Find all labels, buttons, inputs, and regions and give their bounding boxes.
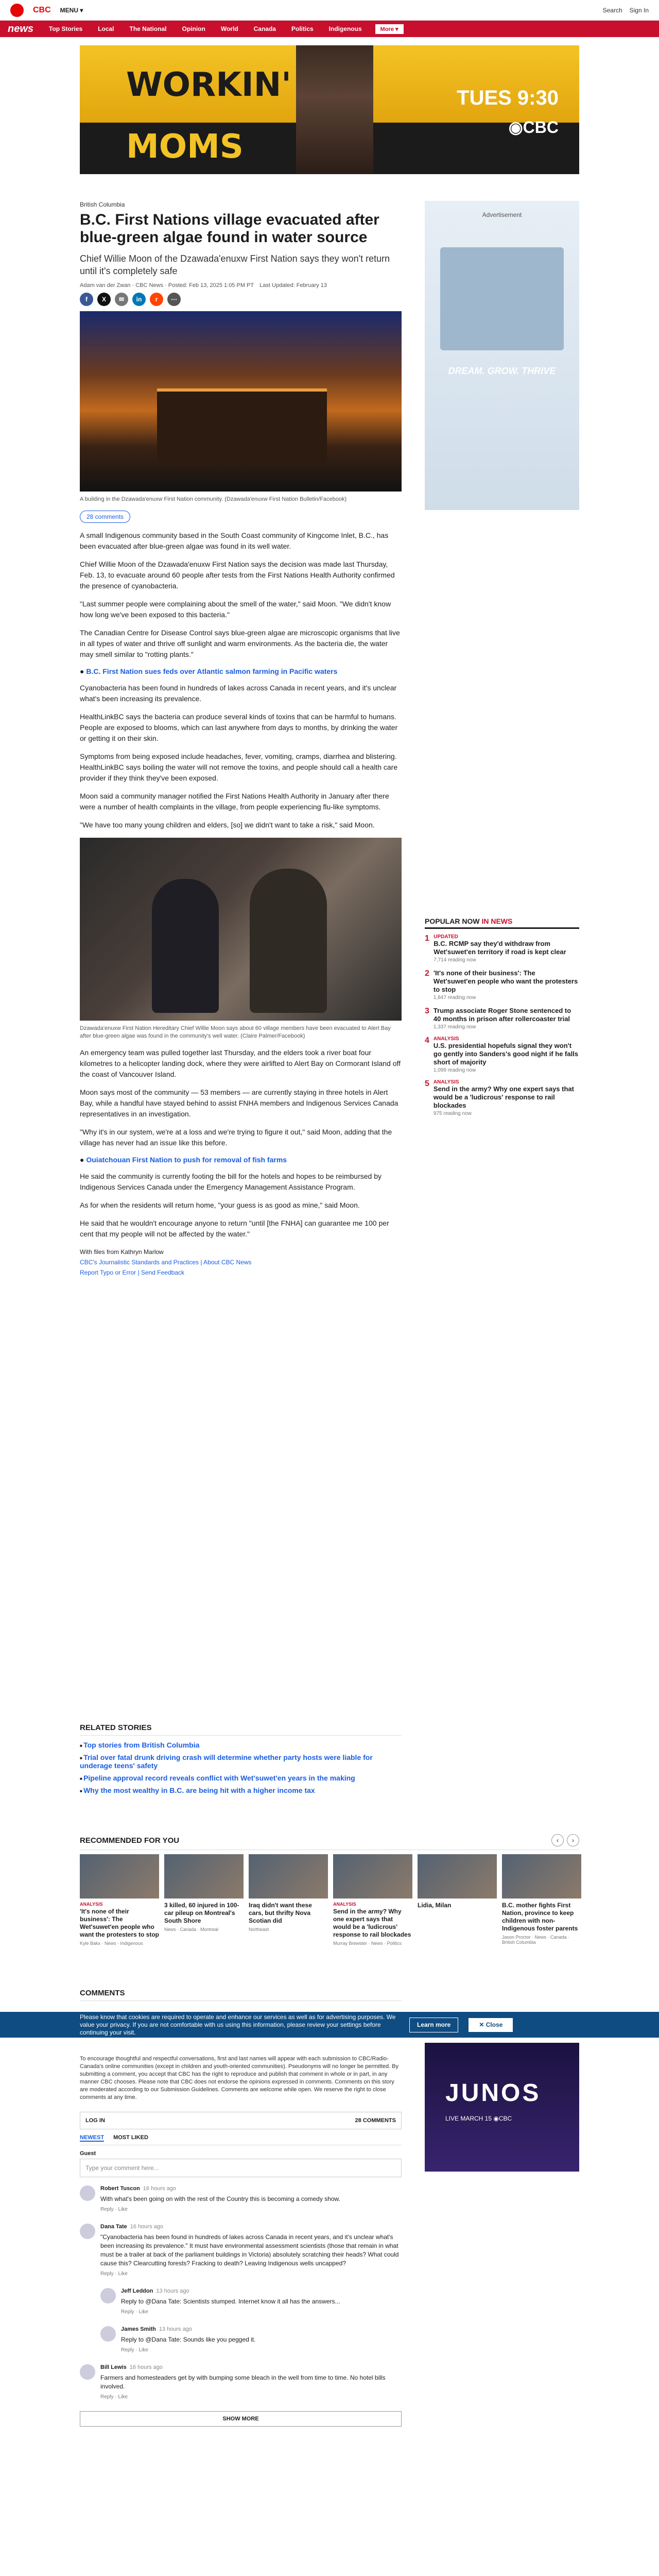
menu-button[interactable]: MENU ▾ (60, 6, 83, 14)
popular-item[interactable]: 3 Trump associate Roger Stone sentenced to 40 months in prison after rollercoaster trial 1,337 reading now (425, 1007, 571, 1030)
paragraph: He said the community is currently footing the bill for the hotels and hopes to be reimbursed by Indigenous Services Canada under the Emergency Management Assistance Program. (80, 1172, 381, 1191)
article-body (80, 530, 402, 1240)
hero-caption: A building in the Dzawada'enuxw First Nation community. (Dzawada'enuxw First Nation Bulletin/Facebook) (80, 496, 347, 502)
ad-network: ◉CBC (508, 118, 559, 137)
prev-arrow-icon[interactable]: ‹ (551, 1834, 564, 1846)
standards-links[interactable]: CBC's Journalistic Standards and Practices | About CBC News (80, 1259, 252, 1266)
reply-link[interactable]: Reply · Like (100, 2271, 128, 2277)
paragraph: "We have too many young children and elders, [so] we didn't want to take a risk," said Moon. (80, 821, 375, 829)
ad-line2: MOMS (126, 128, 244, 166)
ad-line1: WORKIN' (126, 66, 291, 104)
avatar (80, 2185, 95, 2201)
junos-ad[interactable] (425, 2043, 579, 2172)
paragraph: Symptoms from being exposed include headaches, fever, vomiting, cramps, diarrhea and blistering. HealthLinkBC says boiling the water will not remove the toxins, and people should call a health care provider if they think they've been exposed. (80, 752, 398, 782)
paragraph: HealthLinkBC says the bacteria can produce several kinds of toxins that can be harmful to humans. People are exposed to blooms, which can last anywhere from days to months, by drinking the water or getting it on their skin. (80, 713, 398, 742)
show-more-button[interactable]: SHOW MORE (80, 2411, 402, 2427)
popular-item[interactable]: 1 UPDATED B.C. RCMP say they'd withdraw from Wet'suwet'en territory if road is kept clear 7,714 reading now (425, 934, 566, 963)
related-link[interactable]: ■ Why the most wealthy in B.C. are being hit with a higher income tax (80, 1786, 402, 1794)
comment-sort (80, 2134, 402, 2145)
photo-caption: Dzawada'enuxw First Nation Hereditary Chief Willie Moon says about 60 village members have been evacuated to Alert Bay after blue-green algae was found in the community's well water. (Claire Palmer/Facebook) (80, 1025, 391, 1039)
share-bar (80, 293, 402, 306)
byline (80, 282, 402, 289)
card-image (80, 1854, 159, 1899)
cbc-gem-logo-icon[interactable] (10, 4, 24, 17)
reply-link[interactable]: Reply · Like (100, 2207, 128, 2212)
tab-indigenous[interactable]: Indigenous (328, 25, 362, 32)
paragraph: Moon said a community manager notified the First Nations Health Authority in January after there were a number of health complaints in the village, from people experiencing flu-like symptoms. (80, 792, 389, 811)
news-nav (0, 21, 659, 37)
comments-title: COMMENTS (80, 1989, 402, 2001)
x-share-icon[interactable]: X (97, 293, 111, 306)
tab-politics[interactable]: Politics (291, 25, 314, 32)
news-logo[interactable]: news (8, 23, 34, 35)
hero-image (80, 311, 402, 492)
sort-newest[interactable]: NEWEST (80, 2134, 105, 2141)
comments-section (80, 1989, 402, 2427)
top-utility-bar (0, 0, 659, 21)
junos-date: LIVE MARCH 15 ◉CBC (445, 2115, 512, 2122)
card-image (164, 1854, 244, 1899)
related-inline-link[interactable]: ● Ouiatchouan First Nation to push for removal of fish farms (80, 1156, 287, 1164)
comments-button[interactable]: 28 comments (80, 511, 130, 523)
paragraph: An emergency team was pulled together last Thursday, and the elders took a river boat four kilometres to a helicopter landing dock, where they were airlifted to Alert Bay on Cormorant Island off the coast of Vancouver Island. (80, 1048, 401, 1078)
recommended (80, 1834, 579, 1946)
rec-card[interactable]: ANALYSIS 'It's none of their business': The Wet'suwet'en people who want the protesters to stop Kyle Bakx · News · Indigenous (80, 1854, 159, 1946)
rec-card[interactable]: Lidia, Milan (418, 1854, 497, 1946)
avatar (100, 2288, 116, 2303)
login-button[interactable]: LOG IN (85, 2117, 105, 2124)
sidebar (425, 201, 579, 1123)
more-share-icon[interactable]: ⋯ (167, 293, 181, 306)
related-link[interactable]: ■ Pipeline approval record reveals conflict with Wet'suwet'en years in the making (80, 1774, 402, 1782)
more-button[interactable]: More ▾ (375, 24, 404, 34)
photo-person (250, 869, 327, 1013)
comment-input[interactable]: Type your comment here... (80, 2159, 402, 2177)
brand[interactable]: CBC (33, 5, 51, 14)
reply-link[interactable]: Reply · Like (100, 2394, 128, 2400)
card-image (249, 1854, 328, 1899)
rec-card[interactable]: 3 killed, 60 injured in 100-car pileup on Montreal's South Shore News · Canada · Montreal (164, 1854, 244, 1946)
cookie-banner (0, 2012, 659, 2038)
rec-card[interactable]: Iraq didn't want these cars, but thrifty Nova Scotian did Northeast (249, 1854, 328, 1946)
popular-item[interactable]: 5 ANALYSIS Send in the army? Why one expert says that would be a 'ludicrous' response to rail blockades 975 reading now (425, 1079, 574, 1116)
junos-title: JUNOS (445, 2079, 541, 2107)
top-banner-ad[interactable] (80, 45, 579, 174)
close-button[interactable]: ✕ Close (469, 2018, 513, 2032)
popular-item[interactable]: 4 ANALYSIS U.S. presidential hopefuls signal they won't go gently into Sanders's good night if he falls short of majority 1,099 reading now (425, 1036, 579, 1073)
page-title: B.C. First Nations village evacuated after blue-green algae found in water source (80, 211, 379, 246)
breadcrumb[interactable]: British Columbia (80, 201, 125, 208)
email-share-icon[interactable]: ✉ (115, 293, 128, 306)
comment: Robert Tuscon 16 hours ago With what's been going on with the rest of the Country this is becoming a comedy show. Reply · Like (80, 2185, 402, 2212)
avatar (80, 2364, 95, 2380)
ad-tagline: DREAM. GROW. THRIVE (448, 366, 556, 376)
ad-label: Advertisement (482, 211, 522, 218)
comment: Dana Tate 16 hours ago "Cyanobacteria has been found in hundreds of lakes across Canada in recent years, and it's unclear what's been increasing its prevalence." It must have environmental assessment scientists (those that remain in what must be a trailer at back of the parliament buildings in Victoria) absolutely scratching their heads? What could cause this? Clearcutting forests? Fracking to death? Leaving Indigenous wells uncapped? Reply · Like (80, 2224, 402, 2277)
guest-name: Guest (80, 2150, 96, 2157)
login-bar (80, 2112, 402, 2129)
popular-item[interactable]: 2 'It's none of their business': The Wet'suwet'en people who want the protesters to stop 1,847 reading now (425, 969, 578, 1001)
reply-link[interactable]: Reply · Like (121, 2309, 148, 2315)
tab-the-national[interactable]: The National (129, 25, 167, 32)
tab-canada[interactable]: Canada (253, 25, 276, 32)
reddit-share-icon[interactable]: r (150, 293, 163, 306)
comment: Bill Lewis 16 hours ago Farmers and homesteaders get by with bumping some bleach in the well from time to time. No hotel bills involved. Reply · Like (80, 2364, 402, 2400)
paragraph: Moon says most of the community — 53 members — are currently staying in three hotels in Alert Bay, while a handful have stayed behind to assist FNHA members and Indigenous Services Canada representatives in an investigation. (80, 1088, 398, 1118)
tab-top-stories[interactable]: Top Stories (49, 25, 83, 32)
byline-updated: Last Updated: February 13 (259, 282, 327, 289)
feedback-links[interactable]: Report Typo or Error | Send Feedback (80, 1269, 184, 1276)
paragraph: Chief Willie Moon of the Dzawada'enuxw First Nation says the decision was made last Thursday, Feb. 13, to evacuate around 60 people after tests from the First Nations Health Authority confirmed the presence of cyanobacteria. (80, 560, 395, 590)
side-ad[interactable] (425, 201, 579, 510)
rec-card[interactable]: ANALYSIS Send in the army? Why one expert says that would be a 'ludicrous' response to rail blockades Murray Brewster · News · Politics (333, 1854, 412, 1946)
paragraph: The Canadian Centre for Disease Control says blue-green algae are microscopic organisms that live in all types of water and thrive off sunlight and warm environments. As the bacteria die, the water may smell similar to "rotting plants." (80, 629, 400, 658)
paragraph: He said that he wouldn't encourage anyone to return "until [the FNHA] can guarantee me 100 per cent that my people will not be affected by the water." (80, 1219, 389, 1238)
reply-link[interactable]: Reply · Like (121, 2347, 148, 2353)
search-link[interactable]: Search (602, 6, 622, 14)
hero-building (157, 388, 327, 466)
related-inline-link[interactable]: ● B.C. First Nation sues feds over Atlantic salmon farming in Pacific waters (80, 667, 338, 675)
ad-image (440, 247, 564, 350)
card-image (333, 1854, 412, 1899)
rec-card[interactable]: B.C. mother fights First Nation, province to keep children with non-Indigenous foster parents Jason Proctor · News · Canada · British Columbia (502, 1854, 581, 1946)
popular-title: POPULAR NOW IN NEWS (425, 917, 579, 929)
card-image (502, 1854, 581, 1899)
tab-world[interactable]: World (220, 25, 238, 32)
avatar (80, 2224, 95, 2239)
related-link[interactable]: ■ Trial over fatal drunk driving crash will determine whether party hosts were liable for underage teens' safety (80, 1753, 402, 1770)
next-arrow-icon[interactable]: › (567, 1834, 579, 1846)
avatar (100, 2326, 116, 2342)
article-notes (80, 1247, 402, 1278)
paragraph: "Why it's in our system, we're at a loss and we're trying to figure it out," said Moon, adding that the village has never had an issue like this before. (80, 1128, 392, 1147)
tab-opinion[interactable]: Opinion (182, 25, 205, 32)
byline-author[interactable]: Adam van der Zwan · CBC News · Posted: Feb 13, 2025 1:05 PM PT (80, 282, 254, 289)
comment-rules: To encourage thoughtful and respectful conversations, first and last names will appear with each submission to CBC/Radio-Canada's online communities (except in children and youth-oriented communities). Pseudonyms will no longer be permitted. By submitting a comment, you accept that CBC has the right to reproduce and publish that comment in whole or in part, in any manner CBC chooses. Please note that CBC does not endorse the opinions expressed in comments. Comments on this story are moderated according to our Submission Guidelines. Comments are welcome while open. We reserve the right to close comments at any time. (80, 2056, 399, 2100)
paragraph: Cyanobacteria has been found in hundreds of lakes across Canada in recent years, and it's unclear what's been increasing its prevalence. (80, 684, 397, 703)
popular-now (425, 917, 579, 1116)
cookie-message: Please know that cookies are required to operate and enhance our services as well as for advertising purposes. We value your privacy. If you are not comfortable with us using this information, please review your settings before continuing your visit. (80, 2013, 396, 2036)
files-note: With files from Kathryn Marlow (80, 1248, 164, 1256)
sort-most-liked[interactable]: MOST LIKED (113, 2134, 148, 2141)
comment-count: 28 COMMENTS (355, 2117, 396, 2124)
card-image (418, 1854, 497, 1899)
related-title: RELATED STORIES (80, 1723, 402, 1736)
article-photo (80, 838, 402, 1021)
ad-person-image (296, 45, 373, 174)
comment-reply: Jeff Leddon 13 hours ago Reply to @Dana Tate: Scientists stumped. Internet know it all has the answers... Reply · Like (100, 2288, 402, 2315)
related-link[interactable]: ■ Top stories from British Columbia (80, 1741, 402, 1749)
paragraph: As for when the residents will return home, "your guess is as good as mine," said Moon. (80, 1201, 360, 1209)
tab-local[interactable]: Local (98, 25, 114, 32)
paragraph: A small Indigenous community based in the South Coast community of Kingcome Inlet, B.C., has been evacuated after blue-green algae was found in its well water. (80, 531, 389, 550)
linkedin-share-icon[interactable]: in (132, 293, 146, 306)
paragraph: "Last summer people were complaining about the smell of the water," said Moon. "We didn't know how long we've been exposed to this bacteria." (80, 600, 391, 619)
article-deck: Chief Willie Moon of the Dzawada'enuxw First Nation says they won't return until it's completely safe (80, 253, 390, 276)
sign-in-link[interactable]: Sign In (629, 6, 649, 14)
learn-more-button[interactable]: Learn more (409, 2018, 458, 2032)
photo-person (152, 879, 219, 1013)
comment-reply: James Smith 13 hours ago Reply to @Dana Tate: Sounds like you pegged it. Reply · Like (100, 2326, 402, 2353)
recommended-title: RECOMMENDED FOR YOU (80, 1836, 180, 1845)
facebook-share-icon[interactable]: f (80, 293, 93, 306)
related-stories (80, 1723, 402, 1799)
ad-time: TUES 9:30 (457, 87, 559, 109)
article (80, 201, 402, 1278)
